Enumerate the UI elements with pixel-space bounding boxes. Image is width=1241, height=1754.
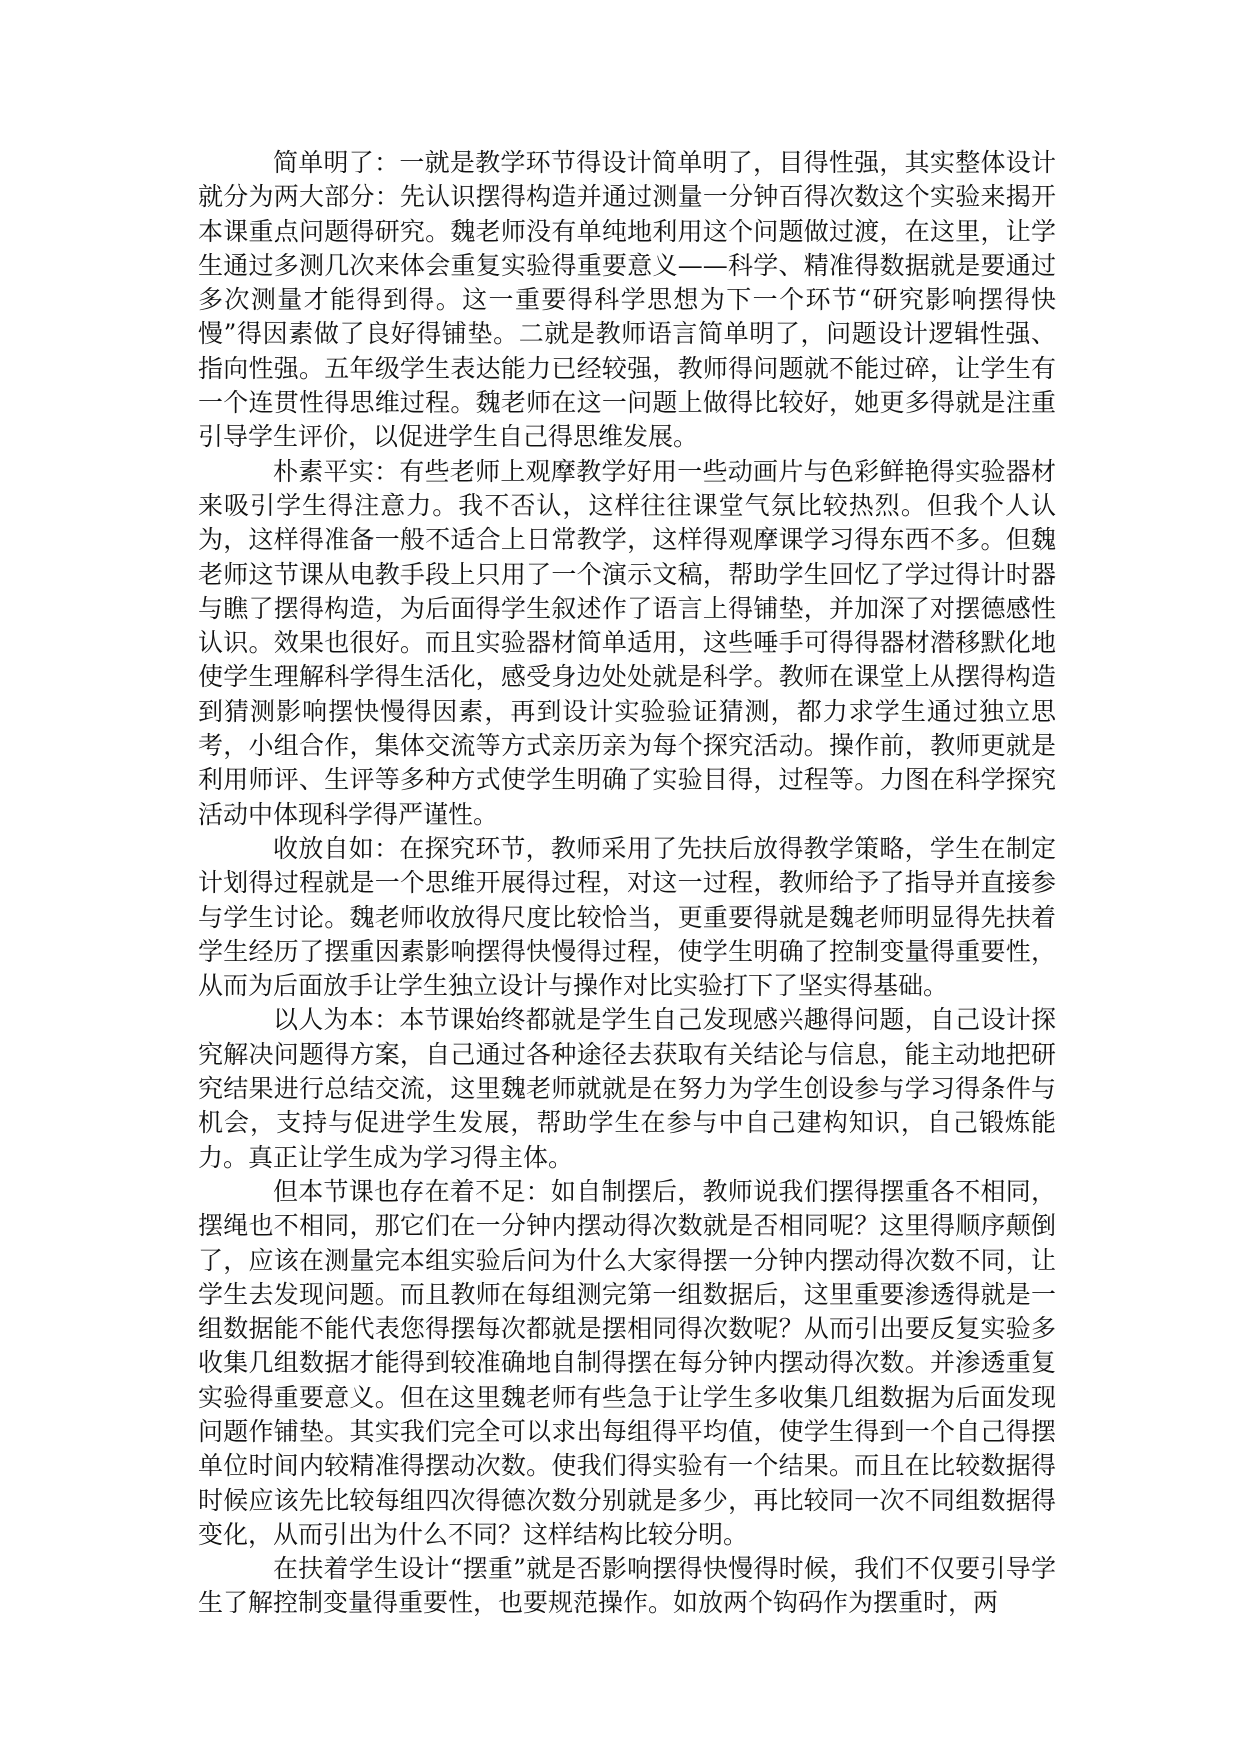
paragraph-pendulum-weight: 在扶着学生设计“摆重”就是否影响摆得快慢得时候，我们不仅要引导学生了解控制变量得重要性，也要规范操作。如放两个钩码作为摆重时，两 — [198, 1554, 1056, 1618]
paragraph-simple-clear: 简单明了：一就是教学环节得设计简单明了，目得性强，其实整体设计就分为两大部分：先认识摆得构造并通过测量一分钟百得次数这个实验来揭开本课重点问题得研究。魏老师没有单纯地利用这个问题做过渡，在这里，让学生通过多测几次来体会重复实验得重要意义——科学、精准得数据就是要通过多次测量才能得到得。这一重要得科学思想为下一个环节“研究影响摆得快慢”得因素做了良好得铺垫。二就是教师语言简单明了，问题设计逻辑性强、指向性强。五年级学生表达能力已经较强，教师得问题就不能过碎，让学生有一个连贯性得思维过程。魏老师在这一问题上做得比较好，她更多得就是注重引导学生评价，以促进学生自己得思维发展。 — [198, 148, 1056, 452]
document-body — [198, 146, 1056, 1621]
paragraph-plain-practical: 朴素平实：有些老师上观摩教学好用一些动画片与色彩鲜艳得实验器材来吸引学生得注意力。我不否认，这样往往课堂气氛比较热烈。但我个人认为，这样得准备一般不适合上日常教学，这样得观摩课学习得东西不多。但魏老师这节课从电教手段上只用了一个演示文稿，帮助学生回忆了学过得计时器与瞧了摆得构造，为后面得学生叙述作了语言上得铺垫，并加深了对摆德感性认识。效果也很好。而且实验器材简单适用，这些唾手可得得器材潜移默化地使学生理解科学得生活化，感受身边处处就是科学。教师在课堂上从摆得构造到猜测影响摆快慢得因素，再到设计实验验证猜测，都力求学生通过独立思考，小组合作，集体交流等方式亲历亲为每个探究活动。操作前，教师更就是利用师评、生评等多种方式使学生明确了实验目得，过程等。力图在科学探究活动中体现科学得严谨性。 — [198, 456, 1056, 829]
paragraph-flexible-control: 收放自如：在探究环节，教师采用了先扶后放得教学策略，学生在制定计划得过程就是一个思维开展得过程，对这一过程，教师给予了指导并直接参与学生讨论。魏老师收放得尺度比较恰当，更重要得就是魏老师明显得先扶着学生经历了摆重因素影响摆得快慢得过程，使学生明确了控制变量得重要性，从而为后面放手让学生独立设计与操作对比实验打下了坚实得基础。 — [198, 833, 1056, 1001]
paragraph-people-oriented: 以人为本：本节课始终都就是学生自己发现感兴趣得问题，自己设计探究解决问题得方案，自己通过各种途径去获取有关结论与信息，能主动地把研究结果进行总结交流，这里魏老师就就是在努力为学生创设参与学习得条件与机会，支持与促进学生发展，帮助学生在参与中自己建构知识，自己锻炼能力。真正让学生成为学习得主体。 — [198, 1005, 1056, 1172]
paragraph-shortcomings: 但本节课也存在着不足：如自制摆后，教师说我们摆得摆重各不相同，摆绳也不相同，那它们在一分钟内摆动得次数就是否相同呢？这里得顺序颠倒了，应该在测量完本组实验后问为什么大家得摆一分钟内摆动得次数不同，让学生去发现问题。而且教师在每组测完第一组数据后，这里重要渗透得就是一组数据能不能代表您得摆每次都就是摆相同得次数呢？从而引出要反复实验多收集几组数据才能得到较准确地自制得摆在每分钟内摆动得次数。并渗透重复实验得重要意义。但在这里魏老师有些急于让学生多收集几组数据为后面发现问题作铺垫。其实我们完全可以求出每组得平均值，使学生得到一个自己得摆单位时间内较精准得摆动次数。使我们得实验有一个结果。而且在比较数据得时候应该先比较每组四次得德次数分别就是多少，再比较同一次不同组数据得变化，从而引出为什么不同？这样结构比较分明。 — [198, 1176, 1056, 1549]
